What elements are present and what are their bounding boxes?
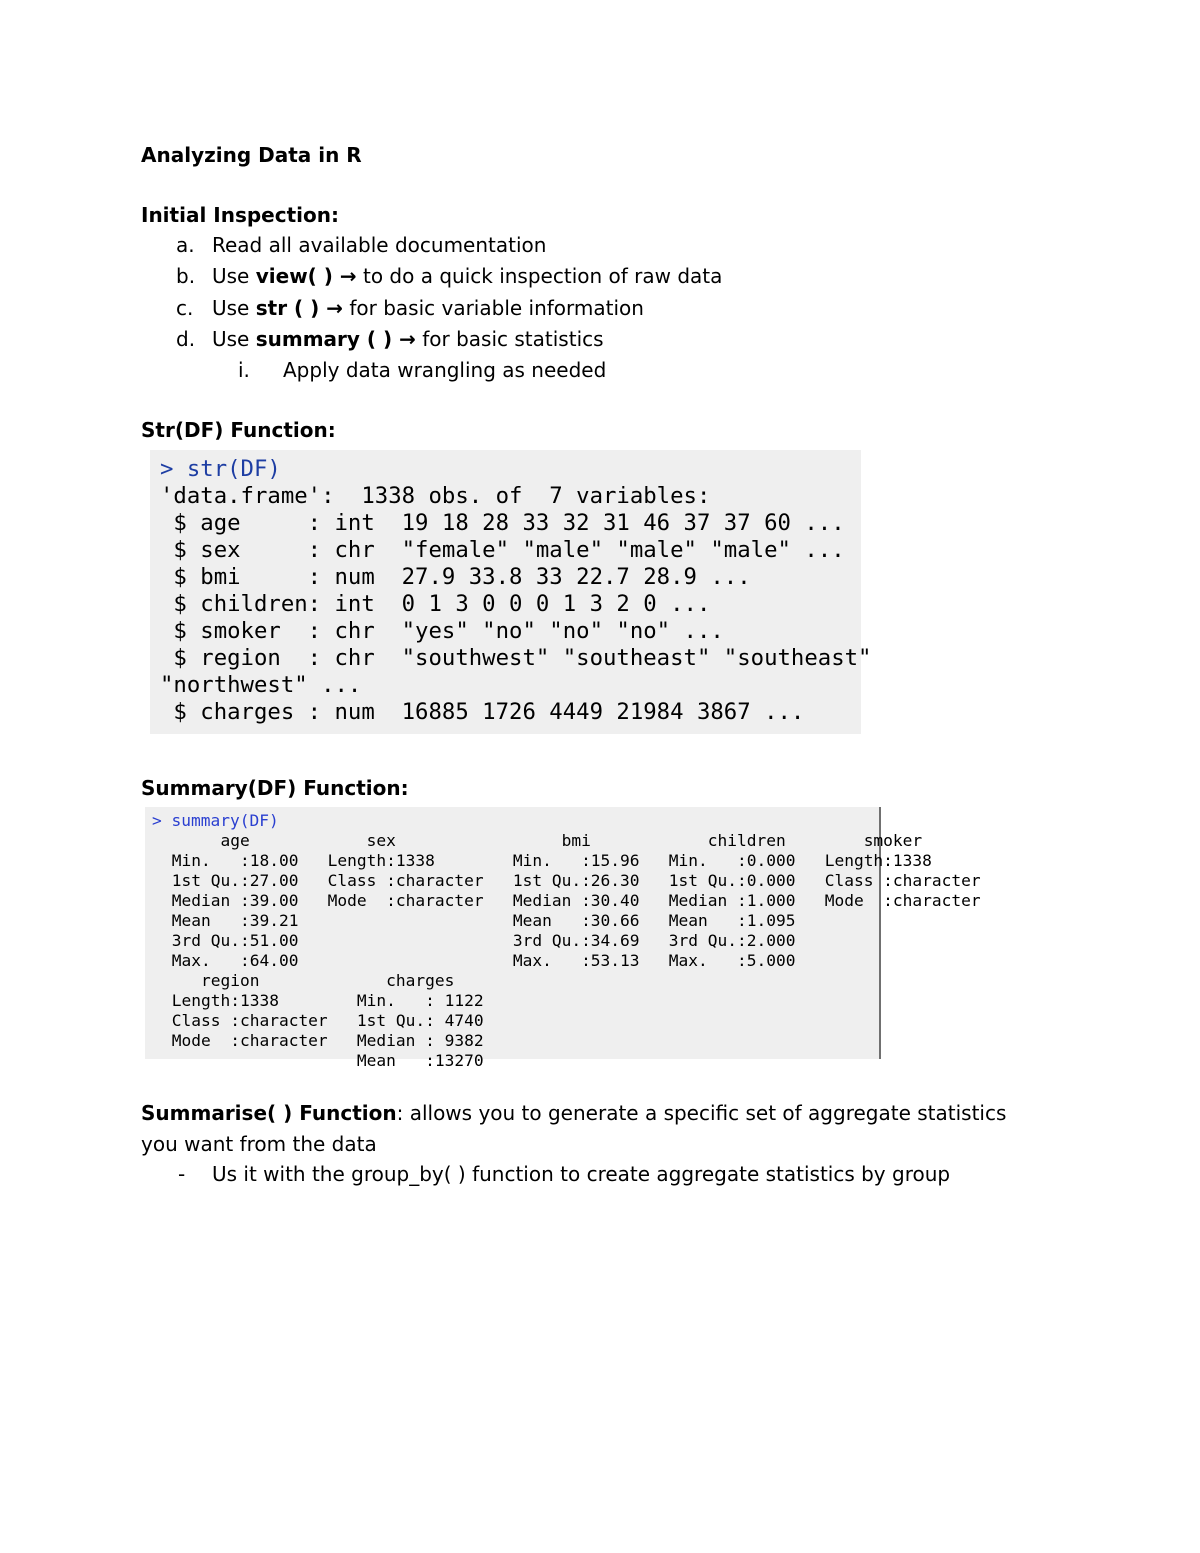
str-function-heading: Str(DF) Function: — [141, 418, 336, 442]
bullet-marker: - — [178, 1162, 186, 1186]
list-item-text: Use str ( ) → for basic variable information — [212, 296, 644, 320]
code-line: $ bmi : num 27.9 33.8 33 22.7 28.9 ... — [160, 564, 751, 590]
code-line: 'data.frame': 1338 obs. of 7 variables: — [160, 483, 711, 509]
code-line: Mean :39.21 Mean :30.66 Mean :1.095 — [162, 911, 796, 930]
list-marker: b. — [176, 264, 196, 288]
code-line: Median :39.00 Mode :character Median :30.40 Median :1.000 Mode :character — [162, 891, 981, 910]
code-line: Class :character 1st Qu.: 4740 — [162, 1011, 484, 1030]
str-output-screenshot — [150, 450, 872, 734]
list-item-text: Apply data wrangling as needed — [283, 358, 607, 382]
code-line: 1st Qu.:27.00 Class :character 1st Qu.:26.30 1st Qu.:0.000 Class :character — [162, 871, 981, 890]
code-line: Mean :13270 — [162, 1051, 484, 1070]
code-line: > summary(DF) — [152, 811, 279, 830]
code-line: > str(DF) — [160, 456, 281, 482]
list-item-text: Read all available documentation — [212, 233, 547, 257]
code-line: $ charges : num 16885 1726 4449 21984 3867 ... — [160, 699, 805, 725]
list-marker: d. — [176, 327, 196, 351]
code-line: Max. :64.00 Max. :53.13 Max. :5.000 — [162, 951, 796, 970]
list-item-text: Use summary ( ) → for basic statistics — [212, 327, 604, 351]
code-line: $ region : chr "southwest" "southeast" "southeast" — [160, 645, 872, 671]
list-marker: a. — [176, 233, 195, 257]
summarise-paragraph-line-1: Summarise( ) Function: allows you to generate a specific set of aggregate statistics — [141, 1101, 1007, 1125]
bullet-text: Us it with the group_by( ) function to create aggregate statistics by group — [212, 1162, 951, 1186]
code-line: Min. :18.00 Length:1338 Min. :15.96 Min. :0.000 Length:1338 — [162, 851, 932, 870]
list-marker: i. — [238, 358, 250, 382]
code-line: $ sex : chr "female" "male" "male" "male" ... — [160, 537, 845, 563]
summarise-paragraph-line-2: you want from the data — [141, 1132, 377, 1156]
code-line: age sex bmi children smoker — [162, 831, 923, 850]
code-line: Length:1338 Min. : 1122 — [162, 991, 484, 1010]
list-item-text: Use view( ) → to do a quick inspection of raw data — [212, 264, 723, 288]
summary-function-heading: Summary(DF) Function: — [141, 776, 409, 800]
document-title: Analyzing Data in R — [141, 143, 362, 167]
code-line: Mode :character Median : 9382 — [162, 1031, 484, 1050]
list-marker: c. — [176, 296, 194, 320]
code-line: $ age : int 19 18 28 33 32 31 46 37 37 60 ... — [160, 510, 845, 536]
initial-inspection-heading: Initial Inspection: — [141, 203, 339, 227]
code-line: region charges — [162, 971, 455, 990]
summary-output-screenshot — [145, 807, 981, 1070]
code-line: 3rd Qu.:51.00 3rd Qu.:34.69 3rd Qu.:2.000 — [162, 931, 796, 950]
code-line: $ smoker : chr "yes" "no" "no" "no" ... — [160, 618, 724, 644]
summarise-function-term: Summarise( ) Function — [141, 1101, 397, 1125]
code-line: "northwest" ... — [160, 672, 362, 698]
code-line: $ children: int 0 1 3 0 0 0 1 3 2 0 ... — [160, 591, 711, 617]
